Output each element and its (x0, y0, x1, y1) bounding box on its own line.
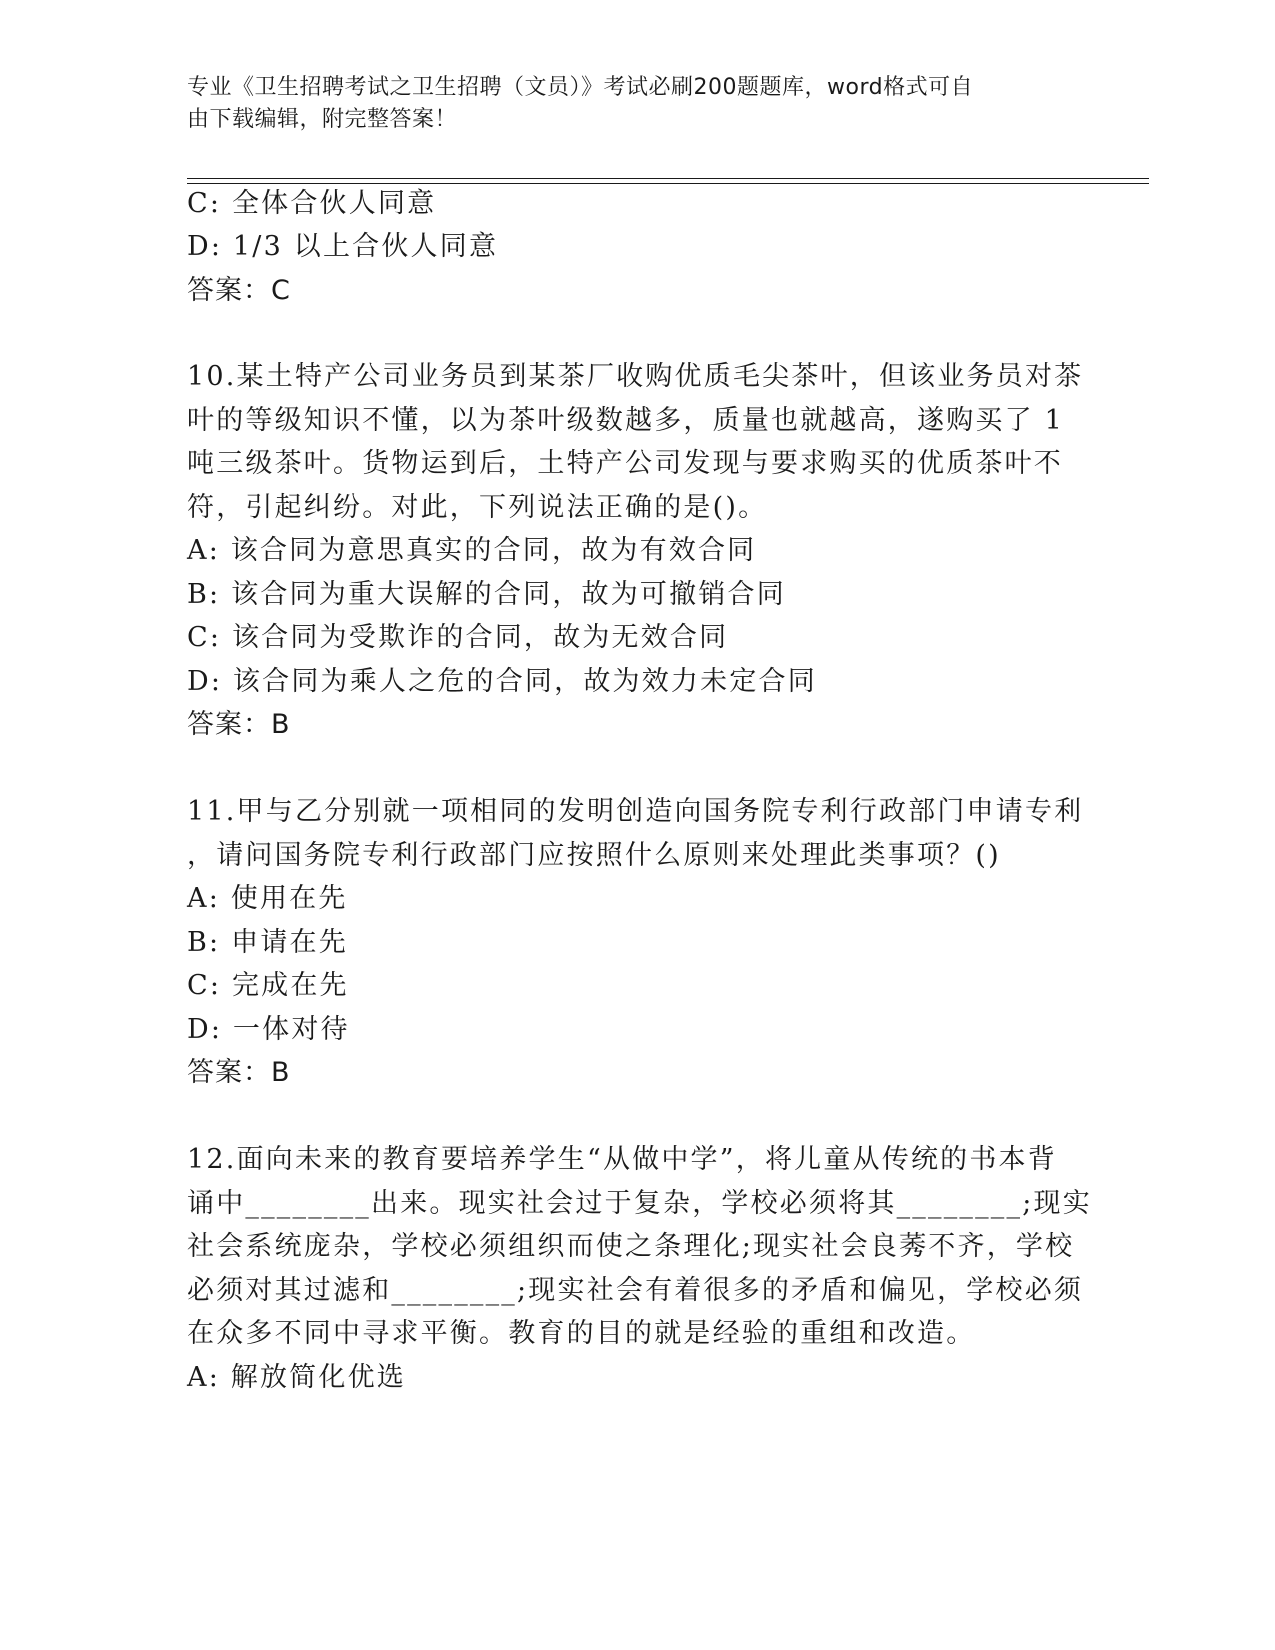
q11-option-b: B: 申请在先 (187, 927, 348, 958)
prev-option-c: C: 全体合伙人同意 (187, 188, 437, 219)
q10-option-a: A: 该合同为意思真实的合同，故为有效合同 (187, 535, 757, 566)
q12-stem-line-5: 在众多不同中寻求平衡。教育的目的就是经验的重组和改造。 (187, 1318, 976, 1349)
q12-stem-line-2: 诵中________出来。现实社会过于复杂，学校必须将其________;现实 (187, 1188, 1092, 1219)
q10-option-b: B: 该合同为重大误解的合同，故为可撤销合同 (187, 579, 786, 610)
q12-option-a: A: 解放简化优选 (187, 1362, 406, 1393)
q10-stem-line-1: 10.某土特产公司业务员到某茶厂收购优质毛尖茶叶，但该业务员对茶 (187, 361, 1084, 392)
header-line-1: 专业《卫生招聘考试之卫生招聘（文员）》考试必刷200题题库，word格式可自 (187, 75, 974, 100)
q10-answer: 答案：B (187, 709, 291, 740)
q11-option-c: C: 完成在先 (187, 970, 349, 1001)
q11-option-d: D: 一体对待 (187, 1014, 350, 1045)
q11-stem-line-2: ，请问国务院专利行政部门应按照什么原则来处理此类事项？() (187, 840, 1001, 871)
q11-stem-line-1: 11.甲与乙分别就一项相同的发明创造向国务院专利行政部门申请专利 (187, 796, 1084, 827)
q12-stem-line-4: 必须对其过滤和________;现实社会有着很多的矛盾和偏见，学校必须 (187, 1275, 1084, 1306)
q11-option-a: A: 使用在先 (187, 883, 348, 914)
q10-stem-line-4: 符，引起纠纷。对此，下列说法正确的是()。 (187, 492, 768, 523)
header-divider-bottom (187, 183, 1149, 184)
q12-stem-line-3: 社会系统庞杂，学校必须组织而使之条理化;现实社会良莠不齐，学校 (187, 1231, 1075, 1262)
q10-option-d: D: 该合同为乘人之危的合同，故为效力未定合同 (187, 666, 817, 697)
q11-answer: 答案：B (187, 1057, 291, 1088)
prev-answer: 答案：C (187, 275, 291, 306)
q10-stem-line-2: 叶的等级知识不懂，以为茶叶级数越多，质量也就越高，遂购买了 1 (187, 405, 1064, 436)
q10-stem-line-3: 吨三级茶叶。货物运到后，土特产公司发现与要求购买的优质茶叶不 (187, 448, 1063, 479)
prev-option-d: D: 1/3 以上合伙人同意 (187, 231, 499, 262)
header-line-2: 由下载编辑，附完整答案！ (187, 107, 458, 132)
q10-option-c: C: 该合同为受欺诈的合同，故为无效合同 (187, 622, 729, 653)
header-divider-top (187, 178, 1149, 179)
q12-stem-line-1: 12.面向未来的教育要培养学生“从做中学”，将儿童从传统的书本背 (187, 1144, 1057, 1175)
page-header (187, 72, 1067, 136)
